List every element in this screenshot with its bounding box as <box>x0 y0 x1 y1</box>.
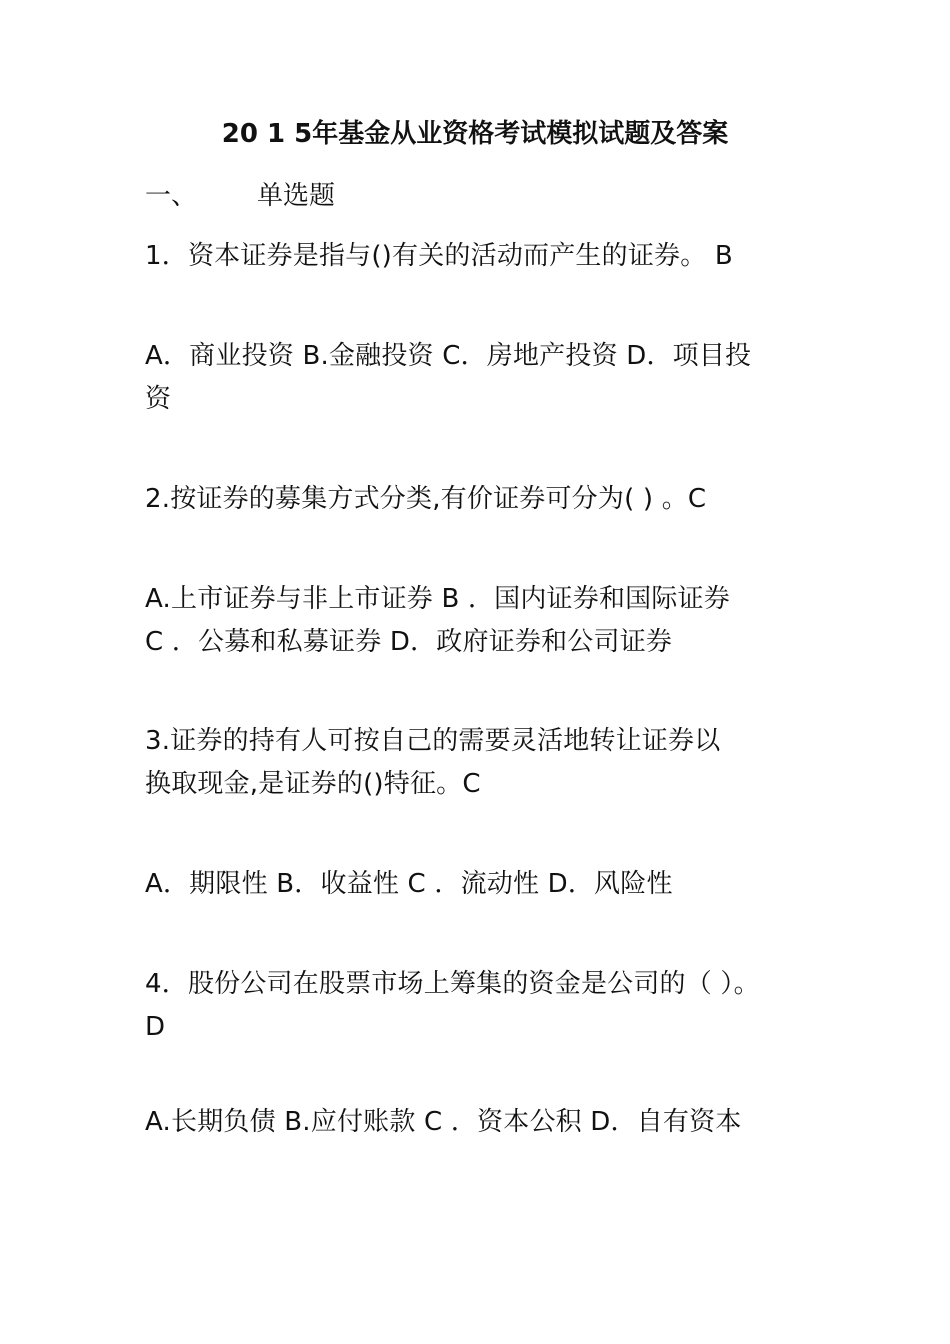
question-3: 3.证券的持有人可按自己的需要灵活地转让证券以 <box>145 726 721 756</box>
question-2-options: A.上市证券与非上市证券 B ．国内证券和国际证券 <box>145 584 730 614</box>
section-label: 单选题 <box>257 181 336 211</box>
section-number: 一、 <box>145 181 198 211</box>
question-1-options-cont: 资 <box>145 384 172 414</box>
question-4-answer: D <box>145 1012 166 1042</box>
question-1-options: A．商业投资 B.金融投资 C．房地产投资 D．项目投 <box>145 341 752 371</box>
question-4-options: A.长期负债 B.应付账款 C ．资本公积 D．自有资本 <box>145 1107 742 1137</box>
document-title: 20 1 5年基金从业资格考试模拟试题及答案 <box>221 119 729 149</box>
question-3-options: A．期限性 B．收益性 C ．流动性 D．风险性 <box>145 869 673 899</box>
question-3-cont: 换取现金,是证券的()特征。C <box>145 769 481 799</box>
question-2-options-cont: C ．公募和私募证券 D．政府证券和公司证券 <box>145 627 673 657</box>
section-heading <box>145 174 335 218</box>
question-1: 1．资本证券是指与()有关的活动而产生的证券。 B <box>145 241 733 271</box>
question-4: 4．股份公司在股票市场上筹集的资金是公司的（ ）。 <box>145 969 760 999</box>
question-2: 2.按证券的募集方式分类,有价证券可分为( ) 。C <box>145 484 707 514</box>
